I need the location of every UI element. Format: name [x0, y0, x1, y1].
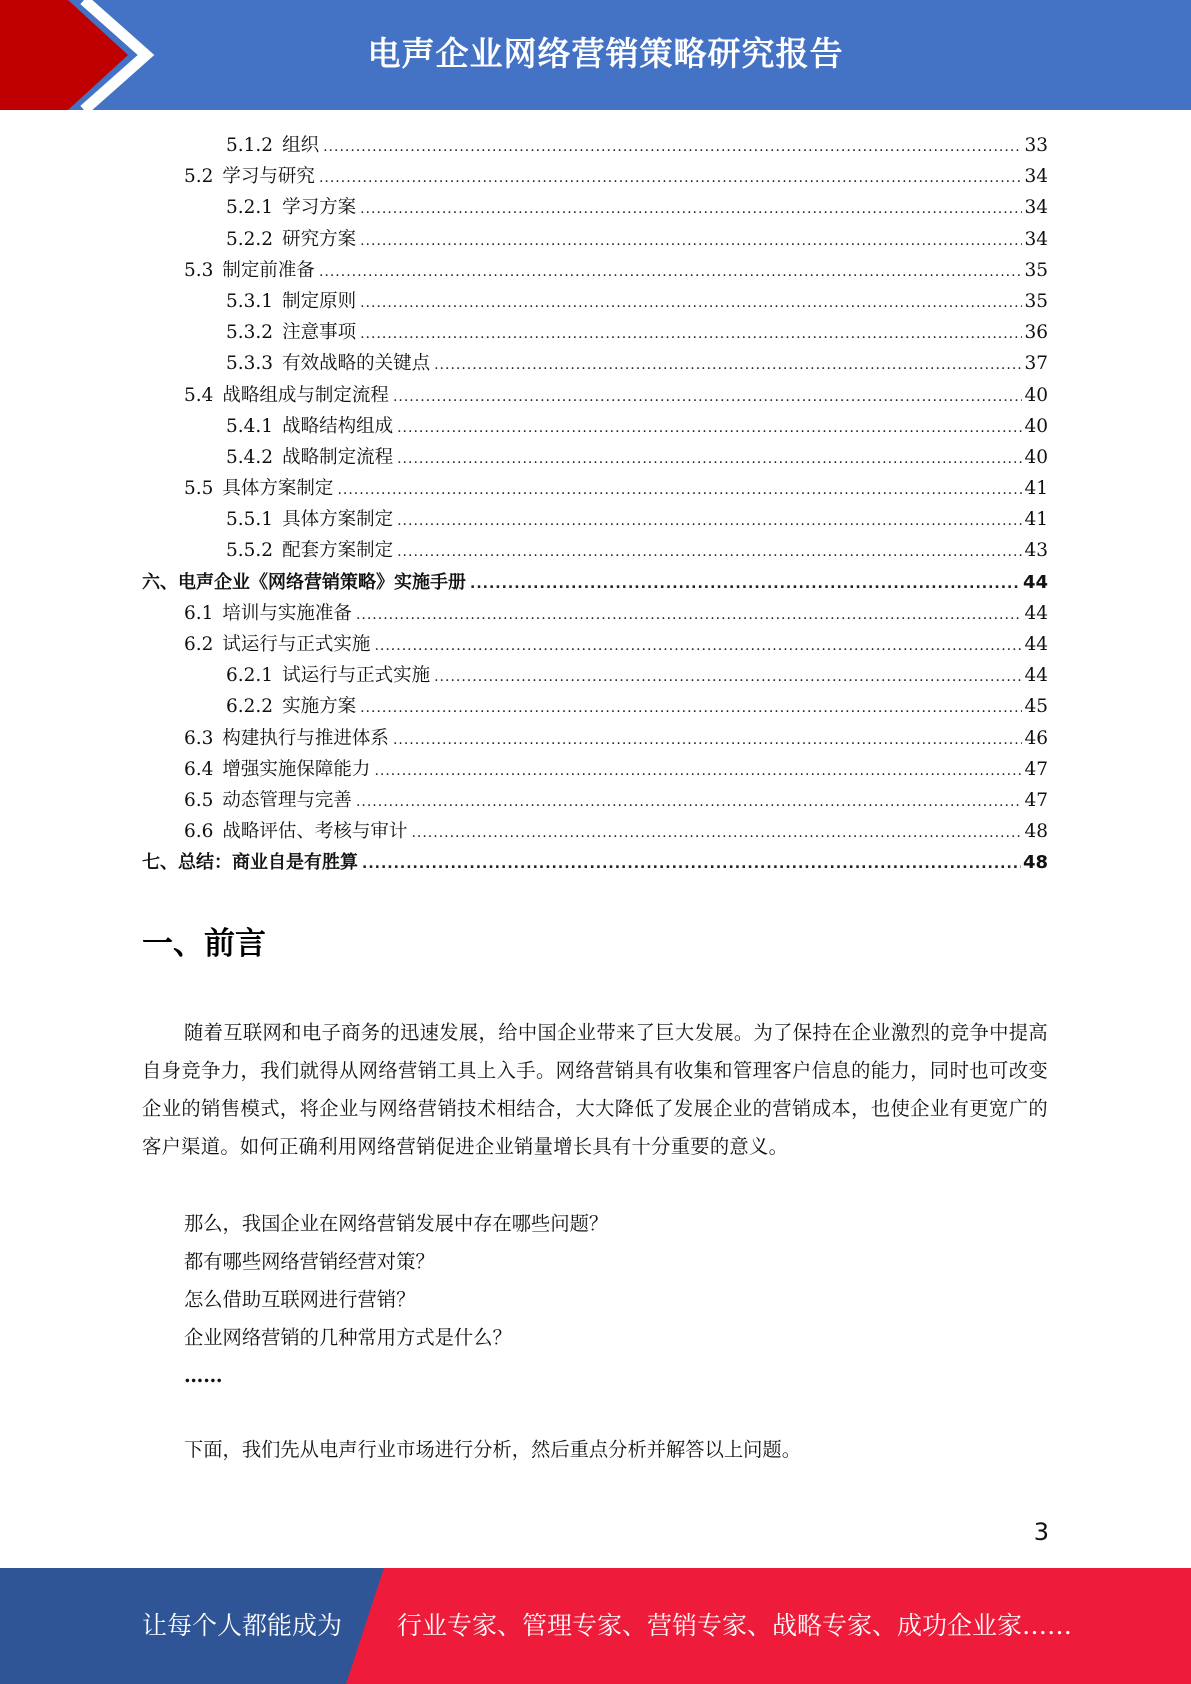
toc-entry[interactable]: [142, 723, 1048, 754]
toc-entry-number: 5.3: [184, 259, 214, 281]
toc-entry-page: 35: [1024, 290, 1048, 312]
toc-entry[interactable]: [142, 255, 1048, 286]
toc-entry[interactable]: [142, 535, 1048, 566]
toc-entry-page: 45: [1024, 696, 1048, 718]
toc-entry-number: 5.3.3: [226, 353, 274, 375]
toc-entry-title: 六、电声企业《网络营销策略》实施手册: [142, 571, 466, 593]
toc-entry-number: 6.1: [184, 602, 214, 624]
toc-dot-leader: [356, 787, 1023, 818]
toc-entry[interactable]: [142, 286, 1048, 317]
toc-entry[interactable]: [142, 691, 1048, 722]
toc-dot-leader: [434, 662, 1022, 693]
toc-entry-number: 5.4: [184, 384, 214, 406]
toc-entry-page: 44: [1024, 665, 1048, 687]
question-list: [184, 1205, 608, 1395]
toc-entry[interactable]: [142, 785, 1048, 816]
toc-entry-page: 44: [1024, 602, 1048, 624]
toc-entry-title: 战略制定流程: [282, 446, 394, 468]
toc-entry-page: 41: [1024, 509, 1048, 531]
section-heading: 一、前言: [142, 926, 266, 962]
toc-entry-page: 44: [1022, 571, 1048, 593]
toc-dot-leader: [360, 288, 1022, 319]
toc-entry[interactable]: [142, 348, 1048, 379]
question-item: 怎么借助互联网进行营销？: [184, 1288, 416, 1311]
toc-entry-number: 6.4: [184, 758, 214, 780]
toc-entry-number: 5.3.1: [226, 290, 274, 312]
page-header: [0, 0, 1191, 110]
toc-dot-leader: [319, 163, 1023, 194]
toc-entry-page: 36: [1024, 322, 1048, 344]
toc-entry-number: 5.2.1: [226, 197, 274, 219]
toc-dot-leader: [360, 319, 1022, 350]
toc-entry[interactable]: [142, 598, 1048, 629]
footer-slogan-left: 让每个人都能成为: [142, 1611, 343, 1640]
intro-paragraph: 随着互联网和电子商务的迅速发展，给中国企业带来了巨大发展。为了保持在企业激烈的竞争中提高自身竞争力，我们就得从网络营销工具上入手。网络营销具有收集和管理客户信息的能力，同时也可改变企业的销售模式，将企业与网络营销技术相结合，大大降低了发展企业的营销成本，也使企业有更宽广的客户渠道。如何正确利用网络营销促进企业销量增长具有十分重要的意义。: [142, 1021, 1048, 1158]
toc-entry-number: 5.4.1: [226, 415, 274, 437]
toc-entry-number: 5.2.2: [226, 228, 274, 250]
toc-dot-leader: [360, 693, 1022, 724]
footer-slogan-right: 行业专家、管理专家、营销专家、战略专家、成功企业家……: [397, 1611, 1073, 1640]
toc-dot-leader: [374, 756, 1022, 787]
toc-entry[interactable]: [142, 380, 1048, 411]
toc-entry-title: 增强实施保障能力: [222, 758, 371, 780]
toc-entry-page: 47: [1024, 789, 1048, 811]
toc-entry-title: 组织: [282, 135, 320, 156]
toc-entry-number: 6.2: [184, 634, 214, 655]
toc-entry-title: 动态管理与完善: [222, 789, 352, 811]
toc-entry[interactable]: [142, 629, 1048, 660]
toc-dot-leader: [323, 132, 1022, 163]
toc-entry-title: 研究方案: [282, 228, 357, 250]
toc-dot-leader: [360, 194, 1022, 225]
toc-entry[interactable]: [142, 317, 1048, 348]
toc-entry-number: 5.4.2: [226, 446, 274, 468]
toc-entry-title: 制定原则: [282, 290, 357, 312]
toc-entry[interactable]: [142, 473, 1048, 504]
toc-dot-leader: [411, 818, 1022, 849]
toc-entry-number: 5.1.2: [226, 135, 274, 156]
toc-entry[interactable]: [142, 411, 1048, 442]
toc-entry-page: 35: [1024, 259, 1048, 281]
toc-entry-title: 战略结构组成: [282, 415, 394, 437]
toc-entry-page: 43: [1024, 540, 1048, 562]
toc-dot-leader: [397, 506, 1022, 537]
toc-dot-leader: [470, 569, 1021, 600]
toc-entry-number: 5.5.2: [226, 540, 274, 562]
toc-entry-page: 46: [1024, 727, 1048, 749]
toc-entry-page: 40: [1024, 446, 1048, 468]
toc-entry[interactable]: [142, 567, 1048, 598]
toc-entry-number: 6.2.2: [226, 696, 274, 718]
report-title: 电声企业网络营销策略研究报告: [367, 34, 844, 73]
toc-dot-leader: [356, 600, 1023, 631]
toc-entry[interactable]: [142, 504, 1048, 535]
table-of-contents: [142, 130, 1048, 879]
toc-entry-title: 制定前准备: [222, 259, 315, 281]
toc-entry-title: 培训与实施准备: [222, 602, 352, 624]
question-item: 那么，我国企业在网络营销发展中存在哪些问题？: [184, 1212, 609, 1235]
toc-entry[interactable]: [142, 224, 1048, 255]
toc-entry[interactable]: [142, 660, 1048, 691]
toc-entry-number: 6.2.1: [226, 665, 274, 687]
closing-sentence: 下面，我们先从电声行业市场进行分析，然后重点分析并解答以上问题。: [184, 1438, 801, 1461]
toc-dot-leader: [397, 413, 1022, 444]
toc-entry-title: 具体方案制定: [222, 478, 334, 500]
toc-entry[interactable]: [142, 754, 1048, 785]
toc-entry[interactable]: [142, 847, 1048, 878]
toc-entry-number: 5.3.2: [226, 322, 274, 344]
question-item: 企业网络营销的几种常用方式是什么？: [184, 1326, 512, 1349]
toc-dot-leader: [360, 226, 1022, 257]
page-footer: [0, 1568, 1191, 1684]
toc-entry-title: 注意事项: [282, 322, 357, 344]
toc-entry-page: 33: [1024, 135, 1048, 156]
toc-entry-number: 6.5: [184, 789, 214, 811]
toc-entry[interactable]: [142, 816, 1048, 847]
toc-dot-leader: [393, 382, 1023, 413]
toc-dot-leader: [397, 444, 1022, 475]
toc-dot-leader: [319, 257, 1023, 288]
toc-dot-leader: [362, 849, 1021, 880]
toc-entry-page: 34: [1024, 228, 1048, 250]
toc-entry[interactable]: [142, 161, 1048, 192]
toc-entry-title: 学习方案: [282, 197, 357, 219]
toc-entry-title: 试运行与正式实施: [222, 634, 371, 655]
toc-entry-page: 34: [1024, 197, 1048, 219]
toc-entry-title: 试运行与正式实施: [282, 665, 431, 687]
toc-entry[interactable]: [142, 192, 1048, 223]
toc-entry-page: 41: [1024, 478, 1048, 500]
toc-entry-number: 5.5.1: [226, 509, 274, 531]
toc-entry-page: 48: [1022, 852, 1048, 874]
toc-entry-title: 配套方案制定: [282, 540, 394, 562]
toc-entry-page: 44: [1024, 634, 1048, 655]
toc-entry-title: 七、总结：商业自是有胜算: [142, 852, 358, 874]
toc-entry-page: 40: [1024, 415, 1048, 437]
question-ellipsis: ……: [184, 1364, 223, 1387]
toc-entry-title: 实施方案: [282, 696, 357, 718]
toc-entry-page: 47: [1024, 758, 1048, 780]
toc-entry-title: 战略评估、考核与审计: [222, 821, 408, 843]
toc-dot-leader: [393, 725, 1023, 756]
toc-entry-number: 6.6: [184, 821, 214, 843]
toc-entry-title: 战略组成与制定流程: [222, 384, 389, 406]
toc-entry-title: 构建执行与推进体系: [222, 727, 389, 749]
toc-entry[interactable]: [142, 130, 1048, 161]
toc-entry-page: 48: [1024, 821, 1048, 843]
toc-entry-page: 37: [1024, 353, 1048, 375]
toc-entry-number: 5.2: [184, 166, 214, 188]
toc-dot-leader: [397, 537, 1022, 568]
page-number: 3: [1033, 1518, 1049, 1546]
toc-entry-page: 34: [1024, 166, 1048, 188]
toc-entry-title: 有效战略的关键点: [282, 353, 431, 375]
toc-dot-leader: [434, 350, 1022, 381]
toc-dot-leader: [374, 631, 1022, 662]
question-item: 都有哪些网络营销经营对策？: [184, 1250, 435, 1273]
toc-entry-number: 6.3: [184, 727, 214, 749]
toc-entry-title: 具体方案制定: [282, 509, 394, 531]
toc-entry-page: 40: [1024, 384, 1048, 406]
toc-dot-leader: [337, 475, 1022, 506]
toc-entry-number: 5.5: [184, 478, 214, 500]
toc-entry[interactable]: [142, 442, 1048, 473]
toc-entry-title: 学习与研究: [222, 166, 315, 188]
